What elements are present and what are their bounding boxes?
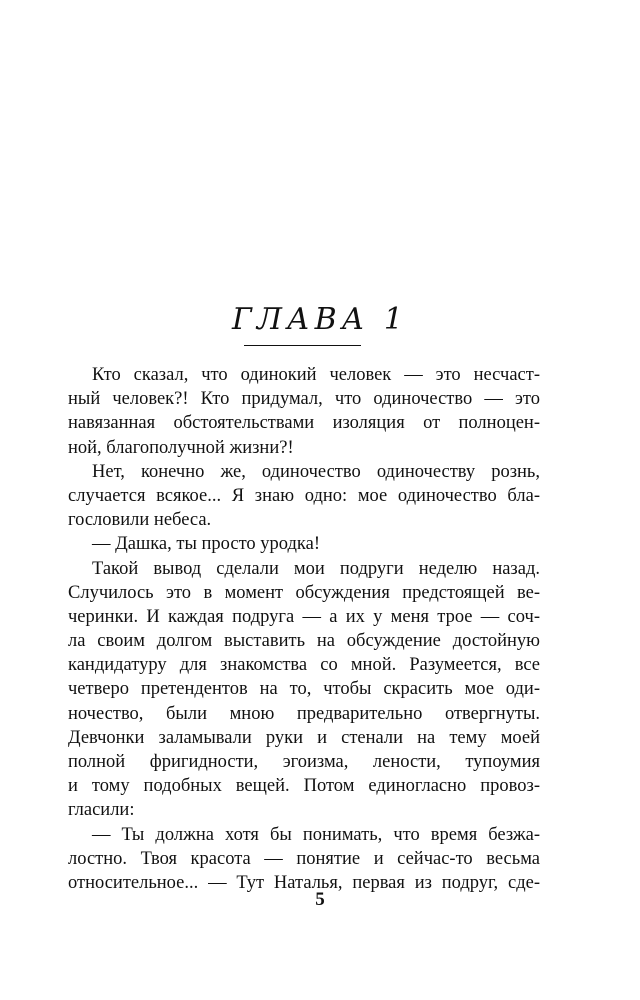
text-line: гласили: xyxy=(68,800,135,821)
text-line: кандидатуру для знакомства со мной. Разумеется, все xyxy=(68,655,540,676)
text-line: Такой вывод сделали мои подруги неделю назад. xyxy=(92,558,540,579)
text-line: ный человек?! Кто придумал, что одиночество — это xyxy=(68,389,540,410)
text-line: ной, благополучной жизни?! xyxy=(68,437,294,458)
text-line: Девчонки заламывали руки и стенали на тему моей xyxy=(68,727,540,748)
text-line: ла своим долгом выставить на обсуждение достойную xyxy=(68,631,540,652)
text-line: Кто сказал, что одинокий человек — это несчаст- xyxy=(92,365,540,385)
text-line: Нет, конечно же, одиночество одиночеству рознь, xyxy=(92,461,540,482)
text-line: — Ты должна хотя бы понимать, что время безжа- xyxy=(92,824,540,845)
text-line: полной фригидности, эгоизма, лености, тупоумия xyxy=(68,752,540,772)
text-line: черинки. И каждая подруга — а их у меня трое — соч- xyxy=(68,606,540,627)
chapter-underline xyxy=(244,345,361,346)
text-line: относительное... — Тут Наталья, первая из подруг, сде- xyxy=(68,872,540,893)
text-line: случается всякое... Я знаю одно: мое одиночество бла- xyxy=(68,485,540,506)
text-line: лостно. Твоя красота — понятие и сейчас-то весьма xyxy=(68,848,540,869)
page-number: 5 xyxy=(315,889,325,910)
text-line: четверо претендентов на то, чтобы скрасить мое оди- xyxy=(68,679,540,700)
text-line: и тому подобных вещей. Потом единогласно провоз- xyxy=(68,776,540,797)
text-line: ночество, были мною предварительно отвергнуты. xyxy=(68,703,540,724)
text-line: гословили небеса. xyxy=(68,510,212,531)
chapter-heading: ГЛАВА 1 xyxy=(231,302,408,337)
text-line: — Дашка, ты просто уродка! xyxy=(92,534,321,555)
body-text xyxy=(68,363,540,895)
text-line: Случилось это в момент обсуждения предстоящей ве- xyxy=(68,582,540,603)
text-line: навязанная обстоятельствами изоляция от полноцен- xyxy=(68,413,540,434)
